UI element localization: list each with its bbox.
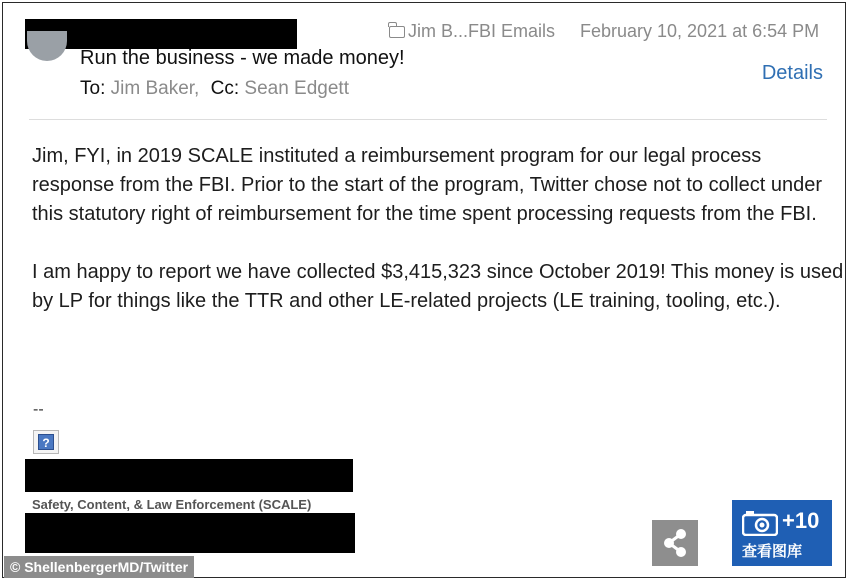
signature-separator: -- (33, 401, 44, 418)
email-screenshot-frame (2, 2, 846, 578)
gallery-label: 查看图库 (742, 543, 803, 560)
details-link[interactable]: Details (761, 62, 823, 84)
view-gallery-button[interactable] (732, 500, 832, 566)
sender-avatar (27, 31, 67, 61)
camera-icon (742, 510, 778, 536)
email-subject: Run the business - we made money! (80, 47, 405, 69)
share-icon (652, 520, 698, 566)
folder-label[interactable]: Jim B...FBI Emails (389, 21, 555, 42)
gallery-count: +10 (782, 508, 820, 533)
header-divider (29, 119, 827, 120)
to-label: To: (80, 78, 106, 99)
signature-team: Safety, Content, & Law Enforcement (SCALE) (32, 497, 312, 512)
body-paragraph: I am happy to report we have collected $3,415,323 since October 2019! This money is used by LP for things like the TTR and other LE-related projects (LE training, tooling, etc.). (32, 261, 844, 312)
broken-image-icon (33, 430, 59, 454)
share-button[interactable] (652, 520, 698, 566)
email-body (32, 142, 847, 345)
to-recipient[interactable]: Jim Baker, (110, 78, 200, 99)
recipients-line (80, 78, 349, 100)
email-date: February 10, 2021 at 6:54 PM (580, 21, 820, 41)
folder-icon (389, 26, 405, 38)
body-paragraph: Jim, FYI, in 2019 SCALE instituted a reimbursement program for our legal process response from the FBI. Prior to the start of the program, Twitter chose not to collect under this statutory right of reimbursement for the time spent processing requests from the FBI. (32, 145, 822, 225)
photo-credit: © ShellenbergerMD/Twitter (4, 556, 194, 578)
question-mark-icon: ? (38, 434, 54, 450)
cc-label: Cc: (210, 78, 240, 99)
redacted-signature-name (25, 459, 353, 492)
redacted-signature-details (25, 513, 355, 553)
cc-recipient[interactable]: Sean Edgett (244, 78, 349, 99)
